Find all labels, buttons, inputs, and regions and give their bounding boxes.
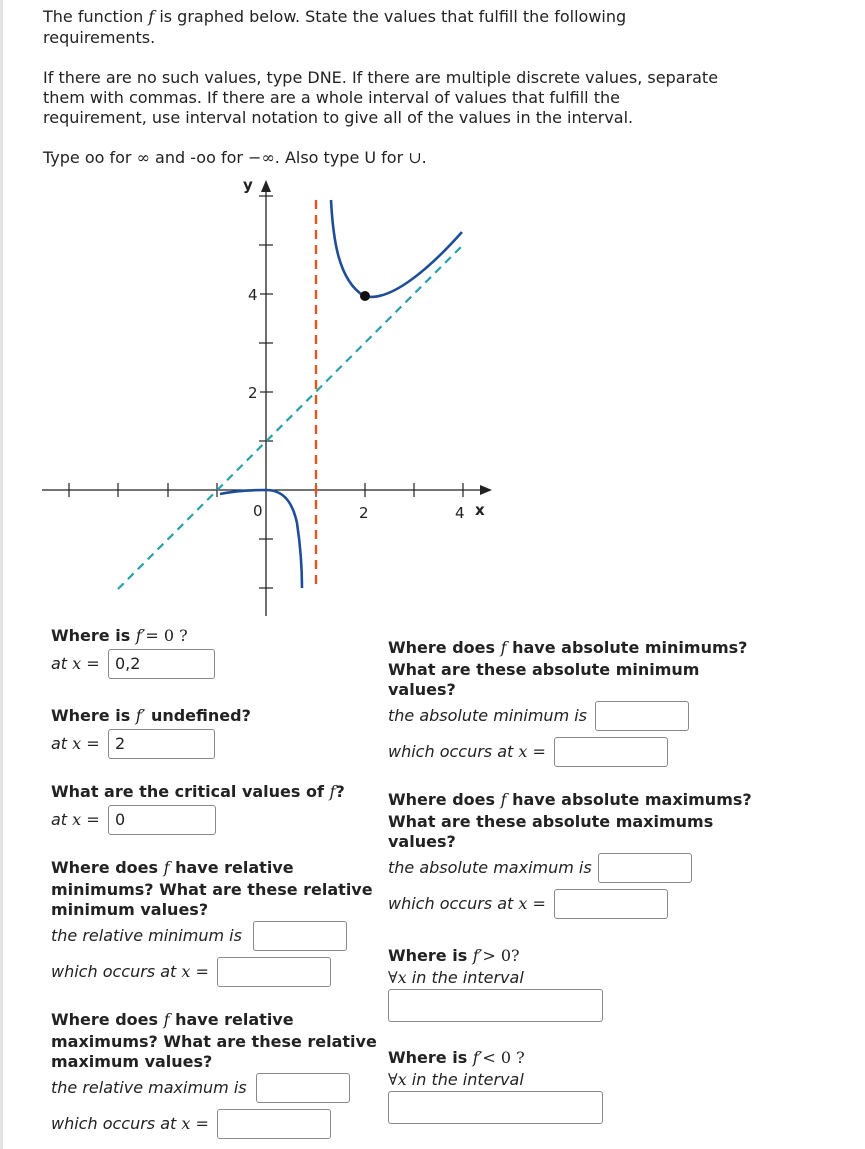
question-abs-max-l3: values? xyxy=(388,832,456,851)
func-symbol: f xyxy=(135,706,142,725)
question-rel-max-l2: maximums? What are these relative xyxy=(51,1032,377,1051)
question-text: > 0? xyxy=(482,946,520,965)
f-undefined-at-row xyxy=(51,734,100,754)
x-axis-label: x xyxy=(475,501,485,519)
f-neg-interval-row xyxy=(388,1070,524,1090)
at-label: at xyxy=(51,654,68,673)
instructions-p2-line-3: requirement, use interval notation to give all of the values in the interval. xyxy=(43,108,634,127)
question-rel-min-l3: minimum values? xyxy=(51,900,209,919)
var-x: x xyxy=(518,742,528,761)
question-text: < 0 ? xyxy=(482,1048,525,1067)
infinity-symbol: ∞ xyxy=(136,148,150,167)
critical-values-input[interactable]: 0 xyxy=(108,805,216,835)
equals-sign: = xyxy=(86,810,100,829)
critical-at-row xyxy=(51,810,100,830)
slant-asymptote xyxy=(118,245,463,589)
tick-label-y4: 4 xyxy=(248,286,258,304)
question-f-prime-undefined xyxy=(51,706,251,726)
equals-sign: = xyxy=(532,742,546,761)
y-axis-arrow xyxy=(261,180,271,192)
equals-sign: = xyxy=(86,654,100,673)
equals-sign: = xyxy=(195,1114,209,1133)
abs-max-value-label: the absolute maximum is xyxy=(388,858,592,877)
func-symbol: f xyxy=(472,1048,479,1067)
at-label: at xyxy=(51,810,68,829)
question-text: Where is xyxy=(51,706,131,725)
instructions-p2-line-2: them with commas. If there are a whole interval of values that fulfill the xyxy=(43,88,620,107)
abs-min-occurs-input[interactable] xyxy=(554,737,668,767)
func-symbol: f xyxy=(329,782,336,801)
var-x: x xyxy=(397,1070,407,1089)
question-text: Where is xyxy=(51,626,131,645)
question-abs-min-l2: What are these absolute minimum xyxy=(388,660,700,679)
f-neg-interval-input[interactable] xyxy=(388,1091,603,1124)
question-rel-max-l1 xyxy=(51,1010,294,1030)
question-f-prime-positive xyxy=(388,946,520,966)
neg-infinity-symbol: −∞ xyxy=(248,148,275,167)
instructions-line-1 xyxy=(43,7,626,27)
question-text: have relative xyxy=(175,858,294,877)
question-text: have absolute maximums? xyxy=(512,790,752,809)
equals-sign: = xyxy=(532,894,546,913)
instr-text: is graphed below. State the values that fulfill the following xyxy=(159,7,627,26)
at-label: at xyxy=(51,734,68,753)
question-rel-min-l2: minimums? What are these relative xyxy=(51,880,373,899)
occurs-label: which occurs at xyxy=(51,962,177,981)
question-f-prime-zero xyxy=(51,626,188,646)
var-x: x xyxy=(518,894,528,913)
x-axis-arrow xyxy=(480,485,492,495)
question-text: undefined? xyxy=(150,706,251,725)
question-text: Where does xyxy=(51,1010,159,1029)
rel-max-occurs-row xyxy=(51,1114,209,1134)
local-minimum-point xyxy=(360,291,370,301)
instr-text: The function xyxy=(43,7,144,26)
instructions-line-2: requirements. xyxy=(43,28,156,47)
rel-max-occurs-input[interactable] xyxy=(217,1109,331,1139)
tick-label-y2: 2 xyxy=(248,384,258,402)
tick-label-x4: 4 xyxy=(455,504,465,522)
instructions-p2-line-1: If there are no such values, type DNE. If there are multiple discrete values, separate xyxy=(43,68,719,87)
var-x: x xyxy=(181,962,191,981)
func-symbol: f xyxy=(163,858,170,877)
var-x: x xyxy=(181,1114,191,1133)
abs-max-occurs-row xyxy=(388,894,546,914)
instr-text: . xyxy=(421,148,427,167)
abs-min-occurs-row xyxy=(388,742,546,762)
y-axis-label: y xyxy=(243,176,253,194)
f-prime-symbol: f′ xyxy=(472,1048,483,1067)
instr-text: Type oo for xyxy=(43,148,132,167)
question-text: have relative xyxy=(175,1010,294,1029)
func-symbol: f xyxy=(500,790,507,809)
question-critical-values xyxy=(51,782,345,802)
abs-min-value-label: the absolute minimum is xyxy=(388,706,588,725)
curve-right-branch xyxy=(331,200,462,297)
f-zero-at-row xyxy=(51,654,100,674)
question-text: What are the critical values of xyxy=(51,782,324,801)
f-undefined-input[interactable]: 2 xyxy=(108,729,215,759)
question-rel-max-l3: maximum values? xyxy=(51,1052,213,1071)
tick-label-x2: 2 xyxy=(359,504,369,522)
question-text: Where does xyxy=(388,790,496,809)
question-text: Where is xyxy=(388,946,468,965)
var-x: x xyxy=(72,654,82,673)
interval-label: in the interval xyxy=(411,1070,524,1089)
rel-min-value-label: the relative minimum is xyxy=(51,926,242,945)
question-text: Where is xyxy=(388,1048,468,1067)
var-x: x xyxy=(397,968,407,987)
question-text: have absolute minimums? xyxy=(512,638,748,657)
question-text: Where does xyxy=(51,858,159,877)
func-symbol: f xyxy=(472,946,479,965)
abs-max-occurs-input[interactable] xyxy=(554,889,668,919)
rel-max-value-input[interactable] xyxy=(256,1073,350,1103)
f-prime-symbol: f′ xyxy=(135,706,146,725)
question-f-prime-negative xyxy=(388,1048,525,1068)
var-x: x xyxy=(72,810,82,829)
occurs-label: which occurs at xyxy=(51,1114,177,1133)
func-symbol: f xyxy=(500,638,507,657)
tick-label-origin: 0 xyxy=(253,502,263,520)
rel-max-value-label: the relative maximum is xyxy=(51,1078,247,1097)
func-symbol: f xyxy=(148,7,155,26)
question-abs-min-l3: values? xyxy=(388,680,456,699)
question-abs-max-l2: What are these absolute maximums xyxy=(388,812,714,831)
abs-min-value-input[interactable] xyxy=(595,701,689,731)
question-text: ? xyxy=(335,782,345,801)
occurs-label: which occurs at xyxy=(388,894,514,913)
union-symbol: ∪ xyxy=(408,148,422,167)
equals-sign: = xyxy=(195,962,209,981)
f-pos-interval-row xyxy=(388,968,524,988)
f-pos-interval-input[interactable] xyxy=(388,989,603,1022)
f-prime-symbol: f′ xyxy=(135,626,146,645)
function-graph xyxy=(0,168,500,618)
instr-text: . Also type U for xyxy=(274,148,404,167)
question-abs-min-l1 xyxy=(388,638,747,658)
interval-label: in the interval xyxy=(411,968,524,987)
question-rel-min-l1 xyxy=(51,858,294,878)
question-text: Where does xyxy=(388,638,496,657)
f-prime-symbol: f′ xyxy=(472,946,483,965)
func-symbol: f xyxy=(135,626,142,645)
rel-min-occurs-row xyxy=(51,962,209,982)
instructions-type-line xyxy=(43,148,427,168)
forall-symbol: ∀ xyxy=(388,1070,398,1089)
equals-sign: = xyxy=(86,734,100,753)
rel-min-value-input[interactable] xyxy=(253,921,347,951)
func-symbol: f xyxy=(163,1010,170,1029)
rel-min-occurs-input[interactable] xyxy=(217,957,331,987)
question-abs-max-l1 xyxy=(388,790,752,810)
abs-max-value-input[interactable] xyxy=(598,853,692,883)
f-zero-input[interactable]: 0,2 xyxy=(108,649,215,679)
occurs-label: which occurs at xyxy=(388,742,514,761)
question-text: = 0 ? xyxy=(145,626,188,645)
instr-text: and -oo for xyxy=(155,148,243,167)
var-x: x xyxy=(72,734,82,753)
forall-symbol: ∀ xyxy=(388,968,398,987)
